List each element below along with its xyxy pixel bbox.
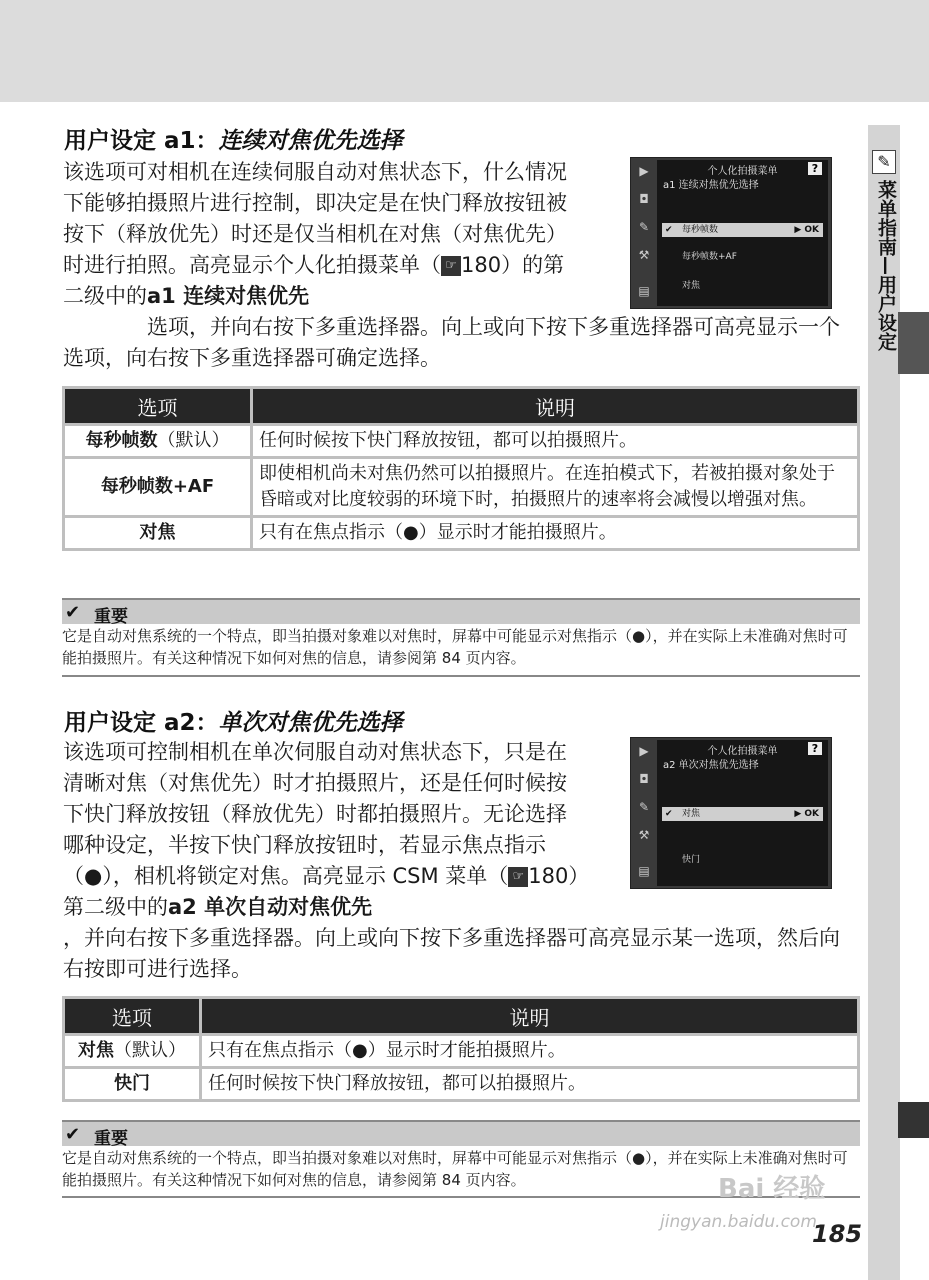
wrench-icon: ⚒	[638, 248, 650, 262]
note-label: 重要	[94, 607, 128, 627]
section-tab-lower	[898, 1102, 929, 1138]
pencil-icon: ✎	[638, 800, 650, 814]
section2-para-ref: 180）第二级中的	[63, 864, 579, 919]
section-tab	[898, 312, 929, 374]
table-header: 说明	[202, 999, 857, 1033]
screen-subtitle: a1 连续对焦优先选择	[663, 180, 759, 191]
help-icon: ?	[808, 742, 822, 755]
section1-para-bold: a1 连续对焦优先	[147, 284, 310, 308]
section2-para-top	[63, 737, 580, 923]
option-name: 每秒帧数+AF	[65, 459, 250, 515]
option-name: 对焦	[65, 518, 250, 548]
menu-option-fps[interactable]	[662, 223, 823, 237]
camera-icon: ◘	[639, 192, 649, 206]
ok-label: ▶ OK	[794, 809, 819, 819]
option-desc: 任何时候按下快门释放按钮，都可以拍摄照片。	[253, 426, 857, 456]
table-row	[65, 1036, 857, 1066]
section2-para-tail: ，并向右按下多重选择器。向上或向下按下多重选择器可高亮显示某一选项，然后向右按即可进行选择。	[63, 926, 840, 981]
camera-menu-screen-a1	[630, 157, 832, 309]
recent-icon: ▤	[638, 864, 650, 878]
menu-pencil-icon: ✎	[872, 150, 896, 174]
table-row	[65, 426, 857, 456]
help-icon: ?	[808, 162, 822, 175]
section2-para-bold: a2 单次自动对焦优先	[168, 895, 373, 919]
menu-option-label: 对焦	[682, 809, 701, 819]
sidebar-label: 菜单指南—用户设定	[875, 180, 897, 351]
section1-para-ref: 180）的第二级中的	[63, 253, 565, 308]
section1-title-prefix: 用户设定 a1：	[64, 128, 219, 154]
recent-icon: ▤	[638, 284, 650, 298]
section1-title	[64, 122, 403, 155]
play-icon: ▶	[639, 164, 649, 178]
option-name-text: 对焦	[78, 1040, 114, 1061]
menu-option-label: 每秒帧数	[682, 225, 719, 235]
camera-menu-screen-a2	[630, 737, 832, 889]
check-icon: ✔	[665, 225, 673, 235]
option-desc: 即使相机尚未对焦仍然可以拍摄照片。在连拍模式下，若被拍摄对象处于昏暗或对比度较弱的环境下时，拍摄照片的速率将会减慢以增强对焦。	[253, 459, 857, 515]
note-text: 它是自动对焦系统的一个特点，即当拍摄对象难以对焦时，屏幕中可能显示对焦指示（●），并在实际上未准确对焦时可能拍摄照片。有关这种情况下如何对焦的信息，请参阅第 84 页内容。	[62, 627, 848, 667]
section2-title-name: 单次对焦优先选择	[218, 710, 403, 736]
checkmark-icon: ✔	[65, 1124, 81, 1145]
option-desc: 任何时候按下快门释放按钮，都可以拍摄照片。	[202, 1069, 857, 1099]
screen-title: 个人化拍摄菜单	[707, 746, 778, 757]
reference-icon: ☞	[508, 867, 528, 887]
option-desc: 只有在焦点指示（●）显示时才能拍摄照片。	[253, 518, 857, 548]
screen-title: 个人化拍摄菜单	[707, 166, 778, 177]
menu-option-label: 对焦	[682, 281, 701, 291]
section2-title-prefix: 用户设定 a2：	[64, 710, 219, 736]
option-name	[65, 1036, 199, 1066]
section1-para-top	[63, 157, 580, 312]
top-band	[0, 0, 929, 102]
menu-option-fps-af[interactable]	[662, 250, 823, 264]
divider	[62, 675, 860, 677]
note-header	[62, 598, 860, 627]
menu-option-label: 每秒帧数+AF	[682, 252, 737, 262]
note-header	[62, 1120, 860, 1149]
play-icon: ▶	[639, 744, 649, 758]
option-name: 快门	[65, 1069, 199, 1099]
table-row	[65, 1069, 857, 1099]
table-row	[65, 459, 857, 515]
section1-para-text: 该选项可对相机在连续伺服自动对焦状态下，什么情况下能够拍摄照片进行控制，即决定是在快门释放按钮被按下（释放优先）时还是仅当相机在对焦（对焦优先）时进行拍照。高亮显示个人化拍摄菜单（	[63, 160, 567, 277]
ok-label: ▶ OK	[794, 225, 819, 235]
watermark-logo: Bai 经验	[718, 1174, 826, 1204]
section1-title-name: 连续对焦优先选择	[218, 128, 403, 154]
camera-icon: ◘	[639, 772, 649, 786]
section1-para-tail: 选项，并向右按下多重选择器。向上或向下按下多重选择器可高亮显示一个选项，向右按下多重选择器可确定选择。	[63, 315, 840, 370]
note-text: 它是自动对焦系统的一个特点，即当拍摄对象难以对焦时，屏幕中可能显示对焦指示（●），并在实际上未准确对焦时可能拍摄照片。有关这种情况下如何对焦的信息，请参阅第 84 页内容。	[62, 1149, 848, 1189]
note-label: 重要	[94, 1129, 128, 1149]
section2-title	[64, 704, 403, 737]
section2-options-table	[62, 996, 860, 1102]
section2-para-text: 该选项可控制相机在单次伺服自动对焦状态下，只是在清晰对焦（对焦优先）时才拍摄照片，还是任何时候按下快门释放按钮（释放优先）时都拍摄照片。无论选择哪种设定，半按下快门释放按钮时，若显示焦点指示（●），相机将锁定对焦。高亮显示 CSM 菜单（	[63, 740, 567, 888]
option-default-mark: （默认）	[157, 430, 230, 451]
table-header: 选项	[65, 389, 250, 423]
reference-icon: ☞	[441, 256, 461, 276]
option-desc: 只有在焦点指示（●）显示时才能拍摄照片。	[202, 1036, 857, 1066]
menu-option-shutter[interactable]	[662, 853, 823, 867]
table-header: 选项	[65, 999, 199, 1033]
pencil-icon: ✎	[638, 220, 650, 234]
menu-option-focus[interactable]	[662, 279, 823, 293]
check-icon: ✔	[665, 809, 673, 819]
option-default-mark: （默认）	[114, 1040, 186, 1061]
screen-subtitle: a2 单次对焦优先选择	[663, 760, 759, 771]
table-header: 说明	[253, 389, 857, 423]
page-number: 185	[812, 1220, 863, 1248]
option-name	[65, 426, 250, 456]
table-row	[65, 518, 857, 548]
menu-option-focus[interactable]	[662, 807, 823, 821]
option-name-text: 每秒帧数	[85, 430, 158, 451]
checkmark-icon: ✔	[65, 602, 81, 623]
wrench-icon: ⚒	[638, 828, 650, 842]
menu-option-label: 快门	[682, 855, 701, 865]
watermark-url: jingyan.baidu.com	[660, 1212, 817, 1232]
section1-options-table	[62, 386, 860, 551]
